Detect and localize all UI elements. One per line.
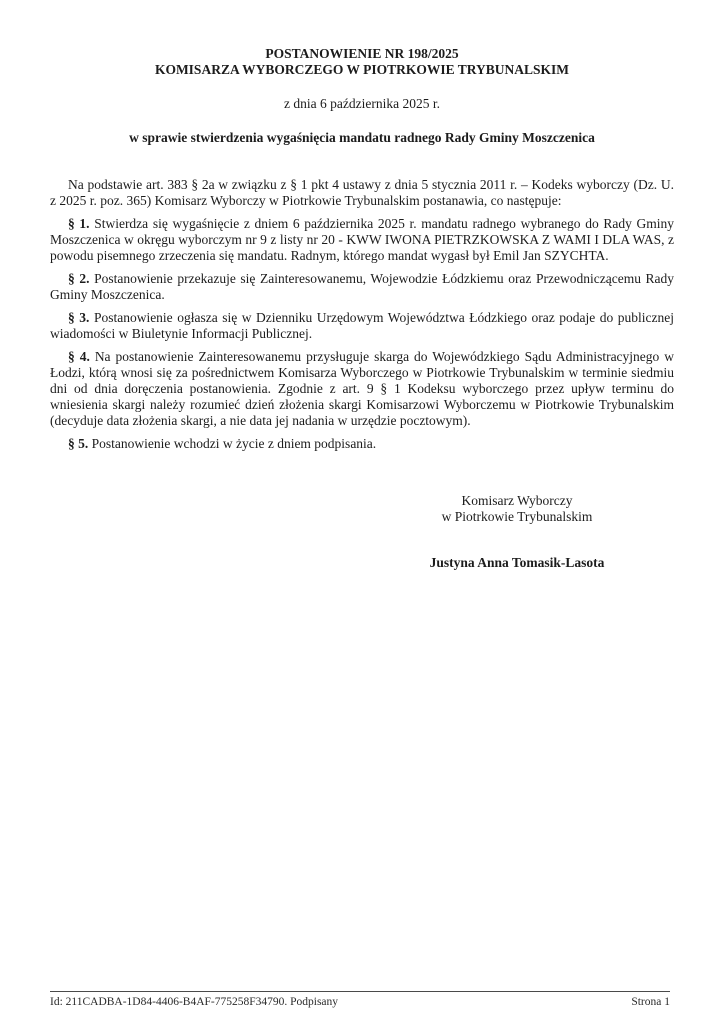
signature-block [360, 493, 674, 571]
section-3-text: Postanowienie ogłasza się w Dzienniku Urzędowym Województwa Łódzkiego oraz podaje do publicznej wiadomości w Biuletynie Informacji Publicznej. [50, 310, 674, 341]
section-paragraph-5 [50, 436, 674, 452]
section-paragraph-4 [50, 349, 674, 429]
signer-name: Justyna Anna Tomasik-Lasota [429, 555, 605, 570]
signer-role-line2: w Piotrkowie Trybunalskim [441, 509, 593, 524]
section-2-marker: § 2. [68, 271, 90, 286]
section-1-text: Stwierdza się wygaśnięcie z dniem 6 października 2025 r. mandatu radnego wybranego do Rady Gminy Moszczenica w okręgu wyborczym nr 9 z listy nr 20 - KWW IWONA PIETRZKOWSKA Z WAMI I DLA WAS, z powodu pisemnego zrzeczenia się mandatu. Radnym, którego mandat wygasł był Emil Jan SZYCHTA. [50, 216, 675, 263]
section-paragraph-3 [50, 310, 674, 342]
footer-page-number: Strona 1 [631, 996, 670, 1008]
section-4-text: Na postanowienie Zainteresowanemu przysługuje skarga do Wojewódzkiego Sądu Administracyjnego w Łodzi, którą wnosi się za pośrednictwem Komisarza Wyborczego w Piotrkowie Trybunalskim w terminie siedmiu dni od dnia doręczenia postanowienia. Zgodnie z art. 9 § 1 Kodeksu wyborczego przez upływ terminu do wniesienia skargi należy rozumieć dzień złożenia skargi Komisarzowi Wyborczemu w Piotrkowie Trybunalskim (decyduje data złożenia skargi, a nie data jej nadania w urzędzie pocztowym). [50, 349, 675, 428]
section-3-marker: § 3. [68, 310, 90, 325]
footer-document-id: Id: 211CADBA-1D84-4406-B4AF-775258F34790. Podpisany [50, 996, 339, 1008]
section-paragraph-2 [50, 271, 674, 303]
document-title-number: POSTANOWIENIE NR 198/2025 [265, 46, 459, 61]
document-date: z dnia 6 października 2025 r. [284, 96, 440, 111]
document-header [50, 46, 674, 146]
section-paragraph-1 [50, 216, 674, 264]
signer-role-line1: Komisarz Wyborczy [461, 493, 573, 508]
preamble-paragraph: Na podstawie art. 383 § 2a w związku z § 1 pkt 4 ustawy z dnia 5 stycznia 2011 r. – Kodeks wyborczy (Dz. U. z 2025 r. poz. 365) Komisarz Wyborczy w Piotrkowie Trybunalskim postanawia, co następuje: [50, 177, 674, 208]
document-subject: w sprawie stwierdzenia wygaśnięcia mandatu radnego Rady Gminy Moszczenica [129, 130, 595, 145]
section-4-marker: § 4. [68, 349, 90, 364]
section-1-marker: § 1. [68, 216, 90, 231]
page-footer [50, 991, 670, 1009]
document-content [50, 46, 674, 571]
document-title-issuer: KOMISARZA WYBORCZEGO W PIOTRKOWIE TRYBUNALSKIM [154, 62, 570, 77]
section-2-text: Postanowienie przekazuje się Zainteresowanemu, Wojewodzie Łódzkiemu oraz Przewodniczącemu Rady Gminy Moszczenica. [50, 271, 675, 302]
section-5-text: Postanowienie wchodzi w życie z dniem podpisania. [91, 436, 377, 451]
section-5-marker: § 5. [68, 436, 89, 451]
document-body [50, 177, 674, 571]
